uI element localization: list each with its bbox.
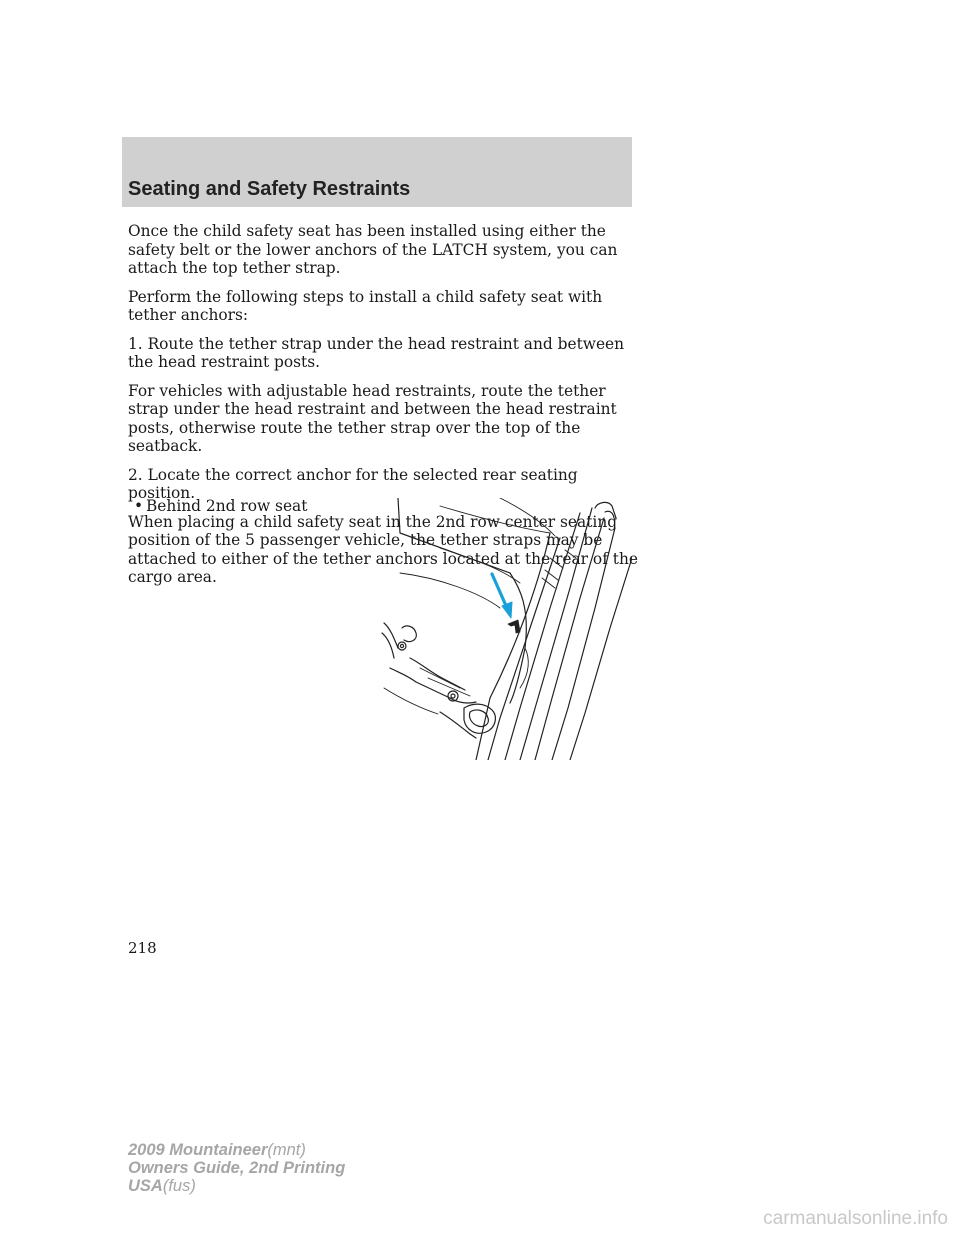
tether-anchor-illustration <box>380 498 632 760</box>
paragraph-adjustable-restraints: For vehicles with adjustable head restraints, route the tether strap under the head restraint and between the head restraint posts, otherwise route the tether strap over the top of the seatback. <box>128 381 617 455</box>
paragraph-steps-intro: Perform the following steps to install a child safety seat with tether anchors: <box>128 287 603 324</box>
footer-market: USA <box>128 1177 163 1195</box>
footer-line-3 <box>128 1177 345 1195</box>
bullet-icon: • <box>134 497 144 515</box>
bullet-text: Behind 2nd row seat <box>146 497 308 515</box>
footer-market-code: (fus) <box>162 1177 196 1195</box>
footer <box>128 1141 345 1195</box>
page-number: 218 <box>128 939 157 957</box>
footer-line-1 <box>128 1141 345 1159</box>
paragraph-center-seating: When placing a child safety seat in the 2nd row center seating position of the 5 passenger vehicle, the tether straps may be attached to either of the tether anchors located at the rear of the cargo area. <box>128 512 638 586</box>
footer-model-code: (mnt) <box>267 1141 306 1159</box>
paragraph-step-2: 2. Locate the correct anchor for the selected rear seating position. <box>128 465 578 502</box>
footer-edition: Owners Guide, 2nd Printing <box>128 1159 346 1177</box>
section-title: Seating and Safety Restraints <box>128 178 411 200</box>
footer-line-2 <box>128 1159 345 1177</box>
watermark: carmanualsonline.info <box>763 1208 948 1229</box>
footer-model: 2009 Mountaineer <box>128 1141 268 1159</box>
paragraph-step-1: 1. Route the tether strap under the head restraint and between the head restraint posts. <box>128 334 625 371</box>
bullet-item <box>134 497 307 515</box>
paragraph-intro: Once the child safety seat has been installed using either the safety belt or the lower anchors of the LATCH system, you can attach the top tether strap. <box>128 222 618 277</box>
